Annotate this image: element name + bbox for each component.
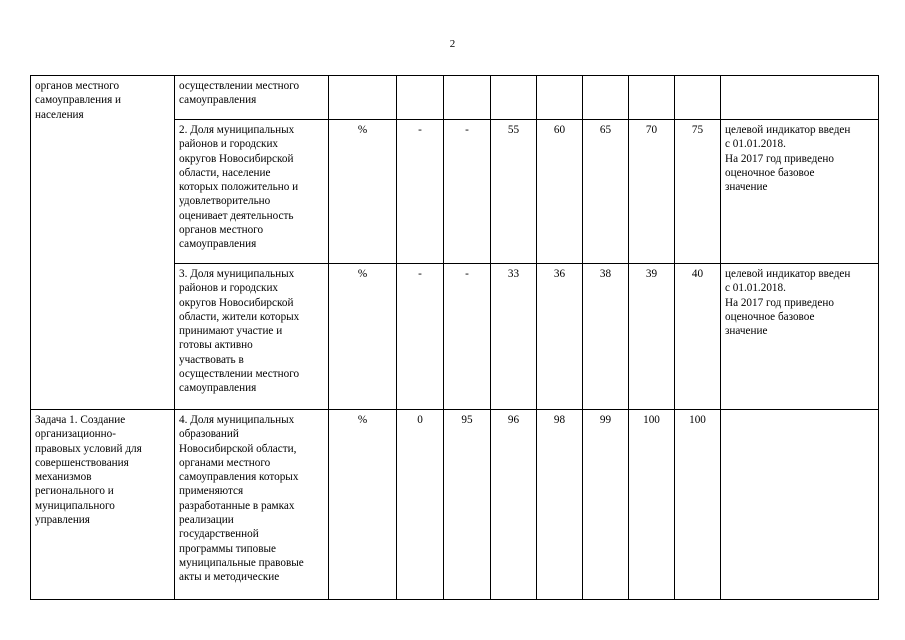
unit-cell (329, 76, 397, 120)
note-cell: целевой индикатор введен с 01.01.2018. На 2017 год приведено оценочное базовое значение (721, 120, 879, 264)
value-cell: - (444, 264, 491, 410)
value-cell (537, 76, 583, 120)
value-cell: - (397, 120, 444, 264)
indicators-table (30, 75, 879, 600)
value-cell: 0 (397, 410, 444, 600)
note-cell (721, 76, 879, 120)
value-cell: 40 (675, 264, 721, 410)
value-cell: 96 (491, 410, 537, 600)
value-cell: - (397, 264, 444, 410)
value-cell: 39 (629, 264, 675, 410)
value-cell (444, 76, 491, 120)
unit-cell: % (329, 410, 397, 600)
value-cell: 33 (491, 264, 537, 410)
table-row (31, 410, 879, 600)
value-cell: 98 (537, 410, 583, 600)
value-cell: 36 (537, 264, 583, 410)
value-cell: 100 (629, 410, 675, 600)
value-cell: 65 (583, 120, 629, 264)
indicator-cell: осуществлении местного самоуправления (175, 76, 329, 120)
value-cell: 70 (629, 120, 675, 264)
indicator-cell: 3. Доля муниципальных районов и городских округов Новосибирской области, жители которых принимают участие и готовы активно участвовать в осуществлении местного самоуправления (175, 264, 329, 410)
indicator-cell: 2. Доля муниципальных районов и городских округов Новосибирской области, население которых положительно и удовлетворительно оценивает деятельность органов местного самоуправления (175, 120, 329, 264)
unit-cell: % (329, 120, 397, 264)
indicator-cell: 4. Доля муниципальных образований Новосибирской области, органами местного самоуправления которых применяются разработанные в рамках реализации государственной программы типовые муниципальные правовые акты и методические (175, 410, 329, 600)
value-cell: 95 (444, 410, 491, 600)
unit-cell: % (329, 264, 397, 410)
value-cell: - (444, 120, 491, 264)
goal-cell: органов местного самоуправления и населения (31, 76, 175, 410)
value-cell: 60 (537, 120, 583, 264)
page-number: 2 (449, 38, 456, 50)
note-cell (721, 410, 879, 600)
value-cell (583, 76, 629, 120)
table-row (31, 76, 879, 120)
note-cell: целевой индикатор введен с 01.01.2018. На 2017 год приведено оценочное базовое значение (721, 264, 879, 410)
value-cell (397, 76, 444, 120)
value-cell: 99 (583, 410, 629, 600)
value-cell (629, 76, 675, 120)
value-cell: 100 (675, 410, 721, 600)
value-cell: 38 (583, 264, 629, 410)
goal-cell: Задача 1. Создание организационно- правовых условий для совершенствования механизмов регионального и муниципального управления (31, 410, 175, 600)
value-cell (491, 76, 537, 120)
value-cell (675, 76, 721, 120)
value-cell: 55 (491, 120, 537, 264)
value-cell: 75 (675, 120, 721, 264)
